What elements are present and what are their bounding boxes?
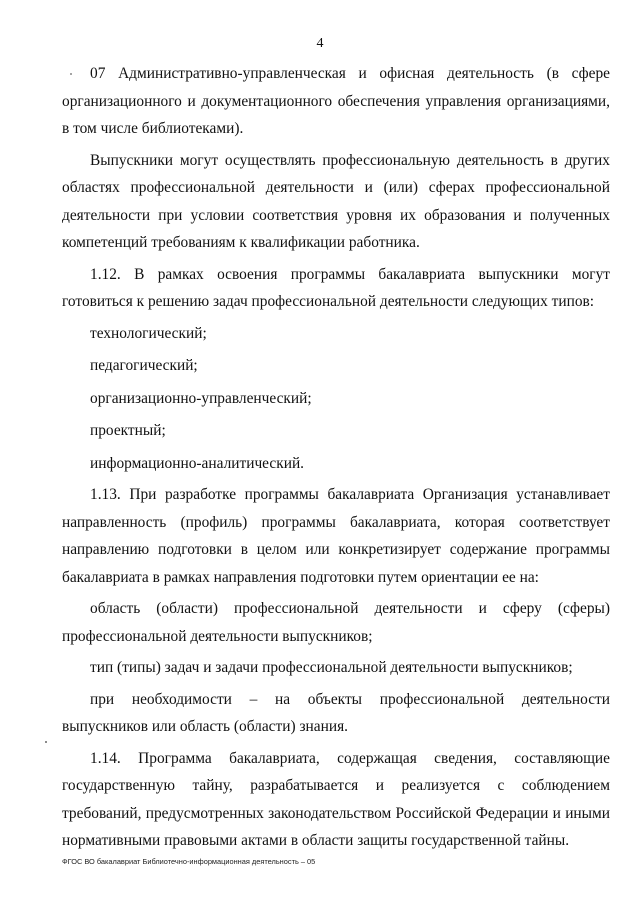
paragraph-orientation-tasks: тип (типы) задач и задачи профессиональной деятельности выпускников;: [90, 659, 573, 676]
list-item: проектный;: [90, 422, 166, 439]
paragraph-section-1-12: 1.12. В рамках освоения программы бакалавриата выпускники могут готовиться к решению задач профессиональной деятельности следующих типов:: [62, 265, 610, 310]
list-item: технологический;: [90, 324, 207, 342]
document-body: [62, 60, 610, 855]
paragraph-other-areas: Выпускники могут осуществлять профессиональную деятельность в других областях профессиональной деятельности и (или) сферах профессиональной деятельности при условии соответствия уровня их образования и полученных компетенций требованиям к квалификации работника.: [62, 151, 610, 251]
list-item: педагогический;: [90, 357, 198, 374]
page-number: 4: [316, 36, 324, 51]
paragraph-section-1-14: 1.14. Программа бакалавриата, содержащая сведения, составляющие государственную тайну, разрабатывается и реализуется с соблюдением требований, предусмотренных законодательством Российской Федерации и иными нормативными правовыми актами в области защиты государственной тайны.: [62, 749, 610, 849]
page-footer: ФГОС ВО бакалавриат Библиотечно-информационная деятельность – 05: [62, 857, 316, 866]
scan-speck: [45, 741, 47, 743]
paragraph-section-1-13: 1.13. При разработке программы бакалавриата Организация устанавливает направленность (профиль) программы бакалавриата, которая соответствует направлению подготовки в целом или конкретизирует содержание программы бакалавриата в рамках направления подготовки путем ориентации ее на:: [62, 486, 610, 586]
paragraph-orientation-objects: при необходимости – на объекты профессиональной деятельности выпускников или область (области) знания.: [62, 690, 610, 735]
task-types-list: [62, 320, 610, 478]
list-item: организационно-управленческий;: [90, 389, 312, 407]
paragraph-orientation-area: область (области) профессиональной деятельности и сферу (сферы) профессиональной деятельности выпускников;: [62, 600, 610, 645]
list-item: информационно-аналитический.: [90, 454, 305, 472]
paragraph-activity-07: 07 Административно-управленческая и офисная деятельность (в сфере организационного и документационного обеспечения управления организациями, в том числе библиотеками).: [62, 65, 610, 137]
